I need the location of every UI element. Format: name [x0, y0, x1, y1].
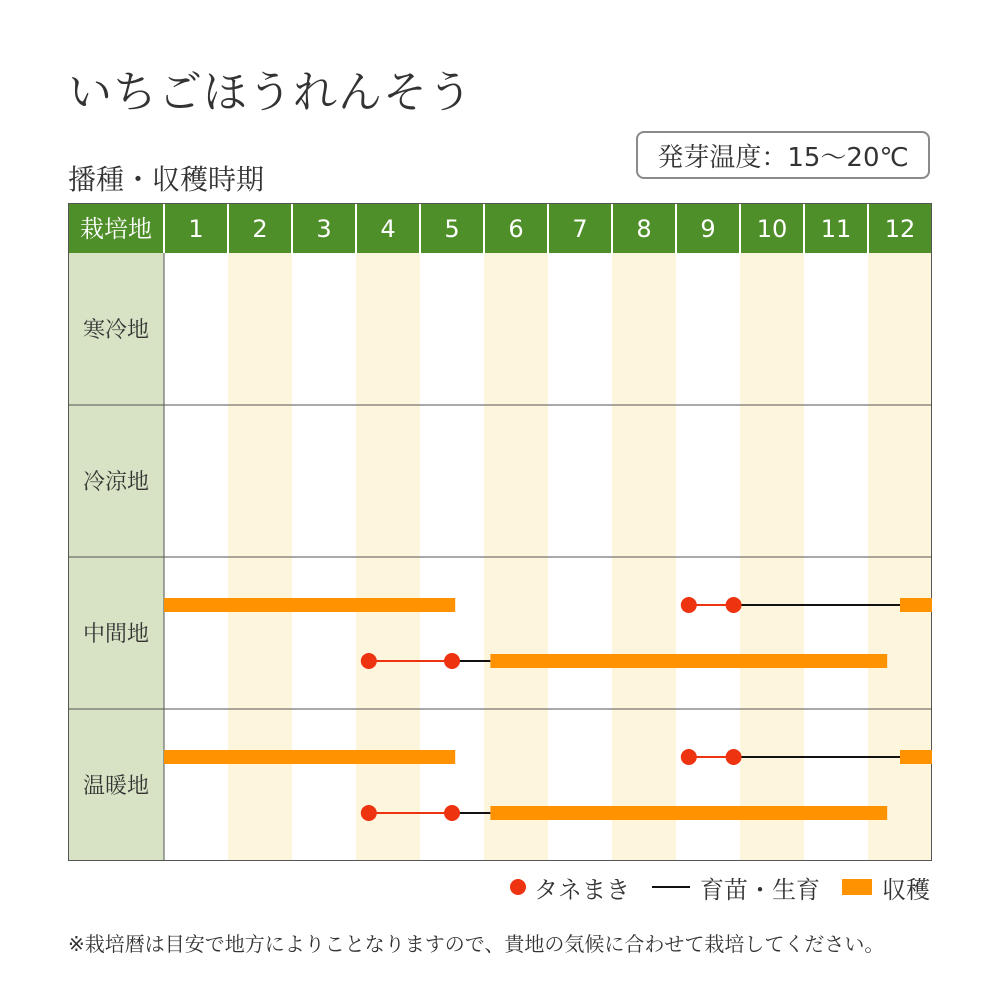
legend-harvest	[842, 870, 930, 905]
harvest-bar	[164, 598, 455, 612]
page-title: いちごほうれんそう	[68, 67, 473, 118]
sowing-start-dot	[361, 805, 377, 821]
harvest-bar	[490, 654, 887, 668]
header-corner-label: 栽培地	[80, 215, 152, 243]
month-label: 3	[316, 215, 332, 243]
region-label: 冷涼地	[82, 470, 150, 495]
month-label: 10	[756, 215, 788, 243]
region-label: 寒冷地	[82, 318, 150, 343]
harvest-bar	[900, 750, 932, 764]
month-label: 7	[572, 215, 588, 243]
legend-sowing	[510, 870, 630, 905]
month-label: 2	[252, 215, 268, 243]
growing-line-icon	[652, 886, 690, 888]
month-label: 4	[380, 215, 396, 243]
sowing-dot-icon	[510, 879, 526, 895]
harvest-bar	[164, 750, 455, 764]
legend-sowing-label: タネまき	[534, 875, 630, 904]
month-label: 11	[820, 215, 852, 243]
region-label: 中間地	[82, 622, 150, 647]
month-label: 9	[700, 215, 716, 243]
legend-growing	[652, 870, 820, 905]
legend-harvest-label: 収穫	[882, 875, 930, 904]
sowing-end-dot	[444, 653, 460, 669]
month-label: 5	[444, 215, 460, 243]
harvest-bar	[490, 806, 887, 820]
harvest-bar-icon	[842, 879, 872, 895]
region-label: 温暖地	[82, 774, 150, 799]
legend	[510, 872, 930, 902]
harvest-bar	[900, 598, 932, 612]
sowing-end-dot	[444, 805, 460, 821]
germination-temp-badge: 発芽温度：15～20℃	[636, 131, 930, 179]
month-label: 1	[188, 215, 204, 243]
sowing-start-dot	[361, 653, 377, 669]
sowing-start-dot	[681, 749, 697, 765]
sowing-start-dot	[681, 597, 697, 613]
sowing-end-dot	[726, 749, 742, 765]
month-label: 12	[884, 215, 916, 243]
chart-subtitle: 播種・収穫時期	[68, 163, 265, 196]
month-label: 6	[508, 215, 524, 243]
disclaimer-note: ※栽培暦は目安で地方によりことなりますので、貴地の気候に合わせて栽培してください。	[68, 932, 885, 956]
month-label: 8	[636, 215, 652, 243]
legend-growing-label: 育苗・生育	[700, 875, 820, 904]
sowing-end-dot	[726, 597, 742, 613]
